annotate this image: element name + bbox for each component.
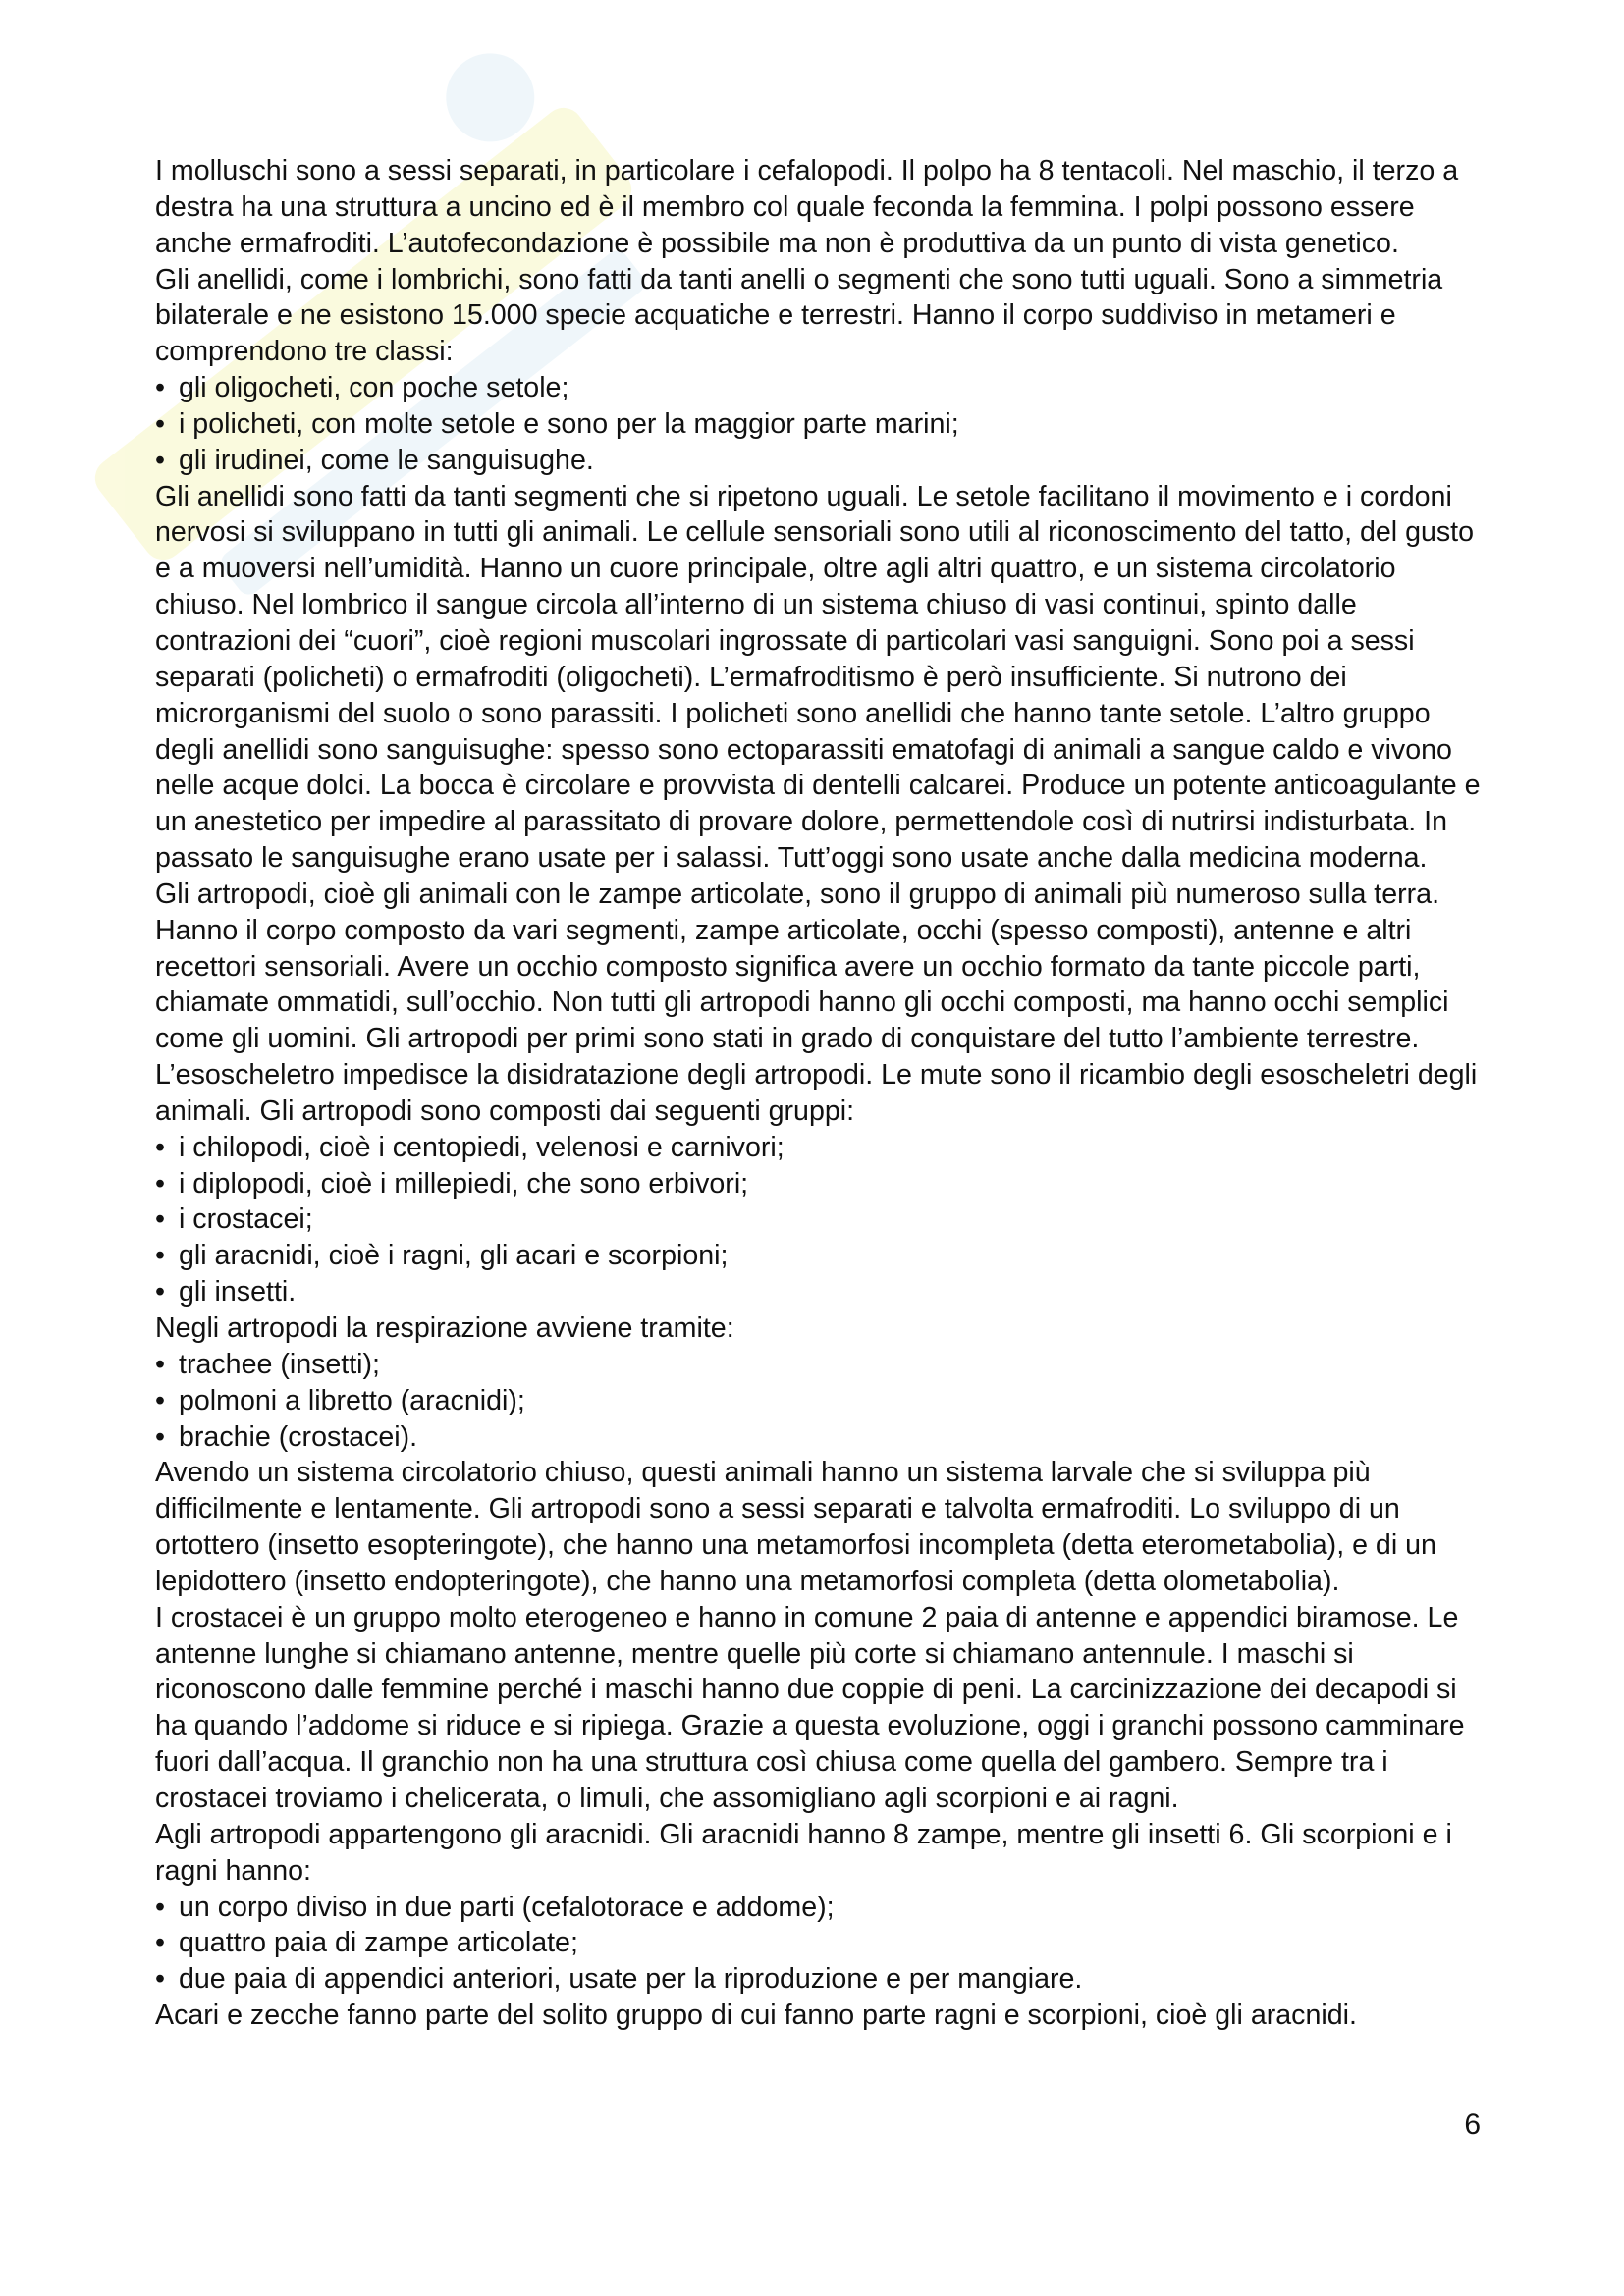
list-item: • gli irudinei, come le sanguisughe. (155, 443, 1481, 479)
list-item: • polmoni a libretto (aracnidi); (155, 1383, 1481, 1419)
document-body (155, 153, 1481, 2034)
list-anellidi-classi (155, 370, 1481, 479)
list-artropodi-gruppi (155, 1130, 1481, 1310)
bullet: • (155, 1276, 166, 1308)
list-item: • i chilopodi, cioè i centopiedi, velenosi e carnivori; (155, 1130, 1481, 1166)
paragraph-artropodi: Gli artropodi, cioè gli animali con le zampe articolate, sono il gruppo di animali più numeroso sulla terra. Hanno il corpo composto da vari segmenti, zampe articolate, occhi (spesso composti), antenne e altri recettori sensoriali. Avere un occhio composto significa avere un occhio formato da tante piccole parti, chiamate ommatidi, sull’occhio. Non tutti gli artropodi hanno gli occhi composti, ma hanno occhi semplici come gli uomini. Gli artropodi per primi sono stati in grado di conquistare del tutto l’ambiente terrestre. L’esoscheletro impedisce la disidratazione degli artropodi. Le mute sono il ricambio degli esoscheletri degli animali. Gli artropodi sono composti dai seguenti gruppi: (155, 878, 1478, 1127)
bullet: • (155, 1927, 166, 1959)
paragraph-respirazione: Negli artropodi la respirazione avviene tramite: (155, 1312, 734, 1344)
list-item: • gli insetti. (155, 1274, 1481, 1310)
bullet: • (155, 372, 166, 404)
bullet: • (155, 1131, 166, 1163)
paragraph-sviluppo: Avendo un sistema circolatorio chiuso, questi animali hanno un sistema larvale che si sviluppa più difficilmente e lentamente. Gli artropodi sono a sessi separati e talvolta ermafroditi. Lo sviluppo di un ortottero (insetto esopteringote), che hanno una metamorfosi incompleta (detta eterometabolia), e di un lepidottero (insetto endopteringote), che hanno una metamorfosi completa (detta olometabolia). (155, 1457, 1436, 1597)
list-item: • due paia di appendici anteriori, usate per la riproduzione e per mangiare. (155, 1961, 1481, 1998)
paragraph-molluschi: I molluschi sono a sessi separati, in particolare i cefalopodi. Il polpo ha 8 tentacoli. Nel maschio, il terzo a destra ha una struttura a uncino ed è il membro col quale feconda la femmina. I polpi possono essere anche ermafroditi. L’autofecondazione è possibile ma non è produttiva da un punto di vista genetico. (155, 155, 1459, 259)
paragraph-anellidi-intro: Gli anellidi, come i lombrichi, sono fatti da tanti anelli o segmenti che sono tutti uguali. Sono a simmetria bilaterale e ne esistono 15.000 specie acquatiche e terrestri. Hanno il corpo suddiviso in metameri e comprendono tre classi: (155, 263, 1443, 368)
bullet: • (155, 1891, 166, 1923)
list-item: • i crostacei; (155, 1201, 1481, 1238)
list-item: • quattro paia di zampe articolate; (155, 1925, 1481, 1961)
paragraph-aracnidi: Agli artropodi appartengono gli aracnidi. Gli aracnidi hanno 8 zampe, mentre gli insetti 6. Gli scorpioni e i ragni hanno: (155, 1818, 1452, 1887)
list-item: • i policheti, con molte setole e sono per la maggior parte marini; (155, 406, 1481, 443)
bullet: • (155, 1384, 166, 1416)
list-item: • un corpo diviso in due parti (cefalotorace e addome); (155, 1890, 1481, 1926)
list-respirazione (155, 1347, 1481, 1456)
bullet: • (155, 1963, 166, 1996)
list-item: • brachie (crostacei). (155, 1419, 1481, 1456)
bullet: • (155, 1203, 166, 1236)
list-item: • trachee (insetti); (155, 1347, 1481, 1383)
paragraph-crostacei: I crostacei è un gruppo molto eterogeneo e hanno in comune 2 paia di antenne e appendici biramose. Le antenne lunghe si chiamano antenne, mentre quelle più corte si chiamano antennule. I maschi si riconoscono dalle femmine perché i maschi hanno due coppie di peni. La carcinizzazione dei decapodi si ha quando l’addome si riduce e si ripiega. Grazie a questa evoluzione, oggi i granchi possono camminare fuori dall’acqua. Il granchio non ha una struttura così chiusa come quella del gambero. Sempre tra i crostacei troviamo i chelicerata, o limuli, che assomigliano agli scorpioni e ai ragni. (155, 1601, 1465, 1814)
list-item: • gli oligocheti, con poche setole; (155, 370, 1481, 406)
bullet: • (155, 1348, 166, 1380)
paragraph-acari: Acari e zecche fanno parte del solito gruppo di cui fanno parte ragni e scorpioni, cioè gli aracnidi. (155, 2000, 1357, 2032)
paragraph-anellidi-dettagli: Gli anellidi sono fatti da tanti segmenti che si ripetono uguali. Le setole facilitano il movimento e i cordoni nervosi si sviluppano in tutti gli animali. Le cellule sensoriali sono utili al riconoscimento del tatto, del gusto e a muoversi nell’umidità. Hanno un cuore principale, oltre agli altri quattro, e un sistema circolatorio chiuso. Nel lombrico il sangue circola all’interno di un sistema chiuso di vasi continui, spinto dalle contrazioni dei “cuori”, cioè regioni muscolari ingrossate di particolari vasi sanguigni. Sono poi a sessi separati (policheti) o ermafroditi (oligocheti). L’ermafroditismo è però insufficiente. Si nutrono dei microrganismi del suolo o sono parassiti. I policheti sono anellidi che hanno tante setole. L’altro gruppo degli anellidi sono sanguisughe: spesso sono ectoparassiti ematofagi di animali a sangue caldo e vivono nelle acque dolci. La bocca è circolare e provvista di dentelli calcarei. Produce un potente anticoagulante e un anestetico per impedire al parassitato di provare dolore, permettendole così di nutrirsi indisturbata. In passato le sanguisughe erano usate per i salassi. Tutt’oggi sono usate anche dalla medicina moderna. (155, 480, 1481, 875)
bullet: • (155, 1240, 166, 1272)
bullet: • (155, 444, 166, 476)
list-item: • i diplopodi, cioè i millepiedi, che sono erbivori; (155, 1166, 1481, 1202)
bullet: • (155, 1167, 166, 1200)
list-item: • gli aracnidi, cioè i ragni, gli acari e scorpioni; (155, 1238, 1481, 1274)
page-number: 6 (1464, 2109, 1481, 2141)
list-aracnidi (155, 1890, 1481, 1999)
bullet: • (155, 1420, 166, 1453)
bullet: • (155, 407, 166, 440)
